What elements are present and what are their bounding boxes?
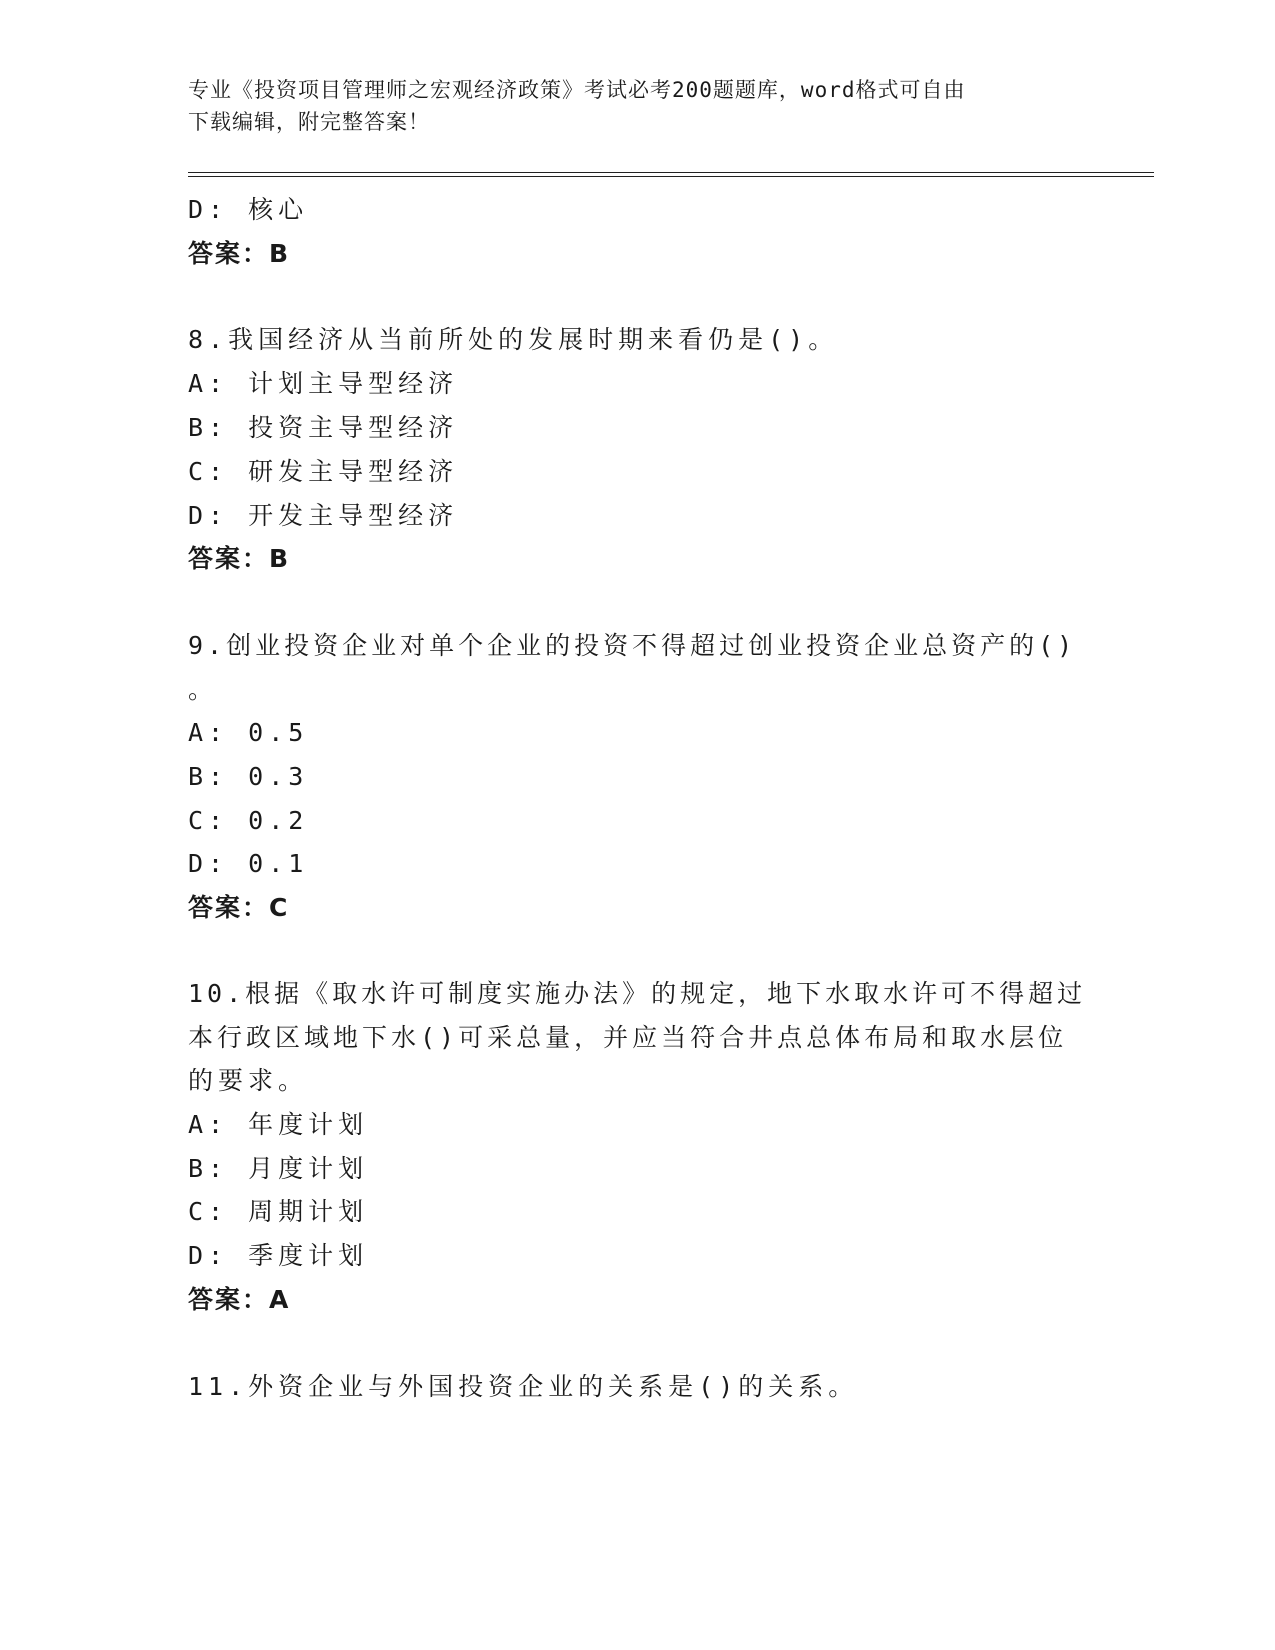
q11-question: 11.外资企业与外国投资企业的关系是()的关系。 <box>188 1372 859 1401</box>
q8-option-d: D: 开发主导型经济 <box>188 501 459 530</box>
q10-option-d: D: 季度计划 <box>188 1241 369 1270</box>
header-rule-bottom <box>188 176 1154 177</box>
q8-option-a: A: 计划主导型经济 <box>188 369 459 398</box>
q8-option-c: C: 研发主导型经济 <box>188 457 459 486</box>
q7-answer: 答案：B <box>188 239 291 268</box>
q8-answer: 答案：B <box>188 544 291 573</box>
q10-option-a: A: 年度计划 <box>188 1110 369 1139</box>
q10-question-line-1: 10.根据《取水许可制度实施办法》的规定，地下水取水许可不得超过 <box>188 979 1087 1008</box>
header-rule-top <box>188 172 1154 173</box>
q9-option-d: D: 0.1 <box>188 849 309 878</box>
q9-answer: 答案：C <box>188 893 290 922</box>
q10-option-b: B: 月度计划 <box>188 1154 369 1183</box>
q9-question-line-1: 9.创业投资企业对单个企业的投资不得超过创业投资企业总资产的() <box>188 631 1077 660</box>
q10-question-line-2: 本行政区域地下水()可采总量，并应当符合井点总体布局和取水层位 <box>188 1023 1068 1052</box>
q9-question-line-2: 。 <box>188 675 219 704</box>
q10-answer: 答案：A <box>188 1285 291 1314</box>
q7-option-d: D: 核心 <box>188 195 309 224</box>
q8-question: 8.我国经济从当前所处的发展时期来看仍是()。 <box>188 325 839 354</box>
q9-option-c: C: 0.2 <box>188 806 309 835</box>
q10-option-c: C: 周期计划 <box>188 1197 369 1226</box>
q10-question-line-3: 的要求。 <box>188 1066 309 1095</box>
header-line-2: 下载编辑，附完整答案！ <box>188 110 430 134</box>
q8-option-b: B: 投资主导型经济 <box>188 413 459 442</box>
header-line-1: 专业《投资项目管理师之宏观经济政策》考试必考200题题库，word格式可自由 <box>188 78 966 102</box>
q9-option-b: B: 0.3 <box>188 762 309 791</box>
q9-option-a: A: 0.5 <box>188 718 309 747</box>
document-header <box>188 74 1088 138</box>
